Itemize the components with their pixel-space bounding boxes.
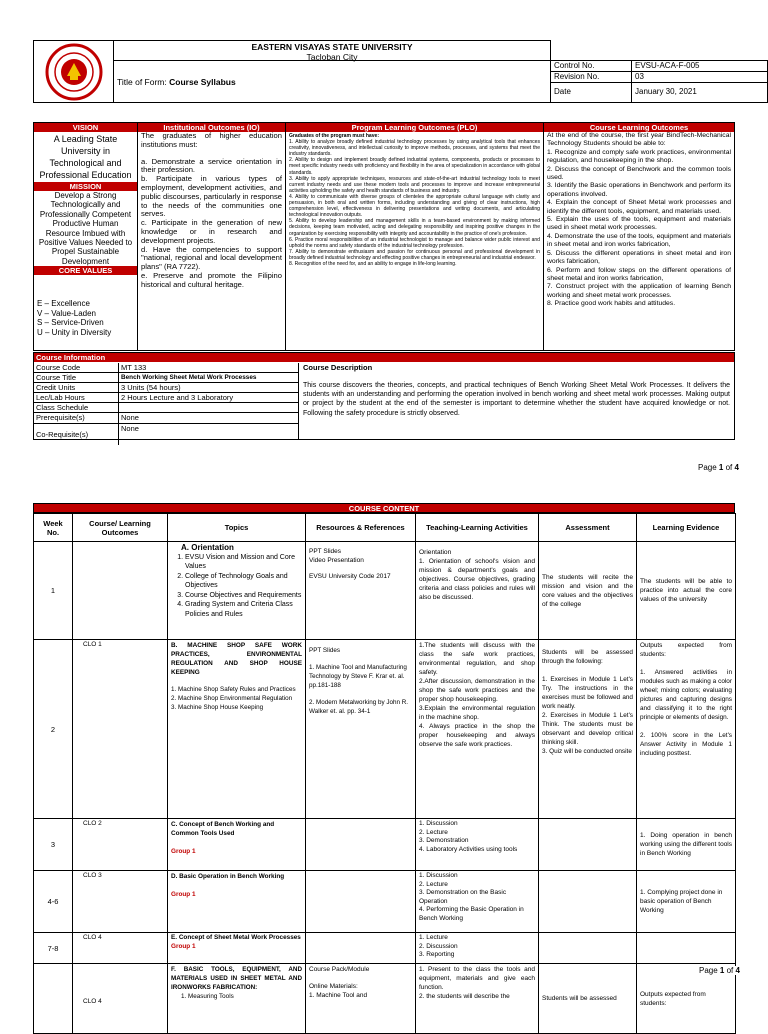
topic-item: 3. Course Objectives and Requirements <box>185 591 302 601</box>
topic-item: 1. Measuring Tools <box>181 993 234 1000</box>
topics-cell <box>168 933 306 964</box>
col-header-evidence: Learning Evidence <box>637 514 736 542</box>
core-value-item: S – Service-Driven <box>37 318 104 328</box>
course-info-row <box>34 413 298 424</box>
clo-cell <box>73 542 168 640</box>
resource-item: PPT Slides <box>309 647 341 654</box>
topic-item: 2. Machine Shop Environmental Regulation <box>171 695 293 702</box>
course-info-value: 3 Units (54 hours) <box>121 383 181 392</box>
course-information-section <box>33 352 735 440</box>
resources-cell <box>306 542 416 640</box>
date-label: Date <box>550 82 632 103</box>
evidence-cell: 1. Complying project done in basic operation of Bench Working <box>637 871 736 933</box>
resource-item: Video Presentation <box>309 556 364 564</box>
week-cell: 1 <box>34 542 73 640</box>
evidence-cell: 1. Doing operation in bench working using the different tools in Bench Working <box>637 819 736 871</box>
clo-item: 2. Discuss the concept of Benchwork and the common tools used. <box>547 165 731 182</box>
header-main-cell <box>113 40 551 103</box>
plo-item: 4. Ability to communicate with diverse groups of clienteles the appropriate cultural language with clarity and persuasion, in both oral and written forms, including understanding and giving of clear instructions, high comprehension level, effectiveness in delivering presentations and writing documents, and articulating technological innovation outputs. <box>289 193 540 219</box>
clo-item: 4. Demonstrate the use of the tools, equipment and materials in sheet metal and iron works fabrication, <box>547 232 731 249</box>
assessment-cell <box>539 933 637 964</box>
plo-item: 1. Ability to analyze broadly defined industrial technology processes by using analytical tools that enhances creativity, innovativeness, and intellectual curiosity to improve methods, processes, and systems that meet the industry standards. <box>289 139 540 158</box>
plo-item: 2. Ability to design and implement broadly defined industrial systems, components, products or processes to meet specific industry needs with proficiency and flexibility in the area of specialization in accordance with global standards. <box>289 157 540 176</box>
core-value-item: U – Unity in Diversity <box>37 327 112 337</box>
clo-item: 5. Explain the uses of the tools, equipment and materials used in sheet metal work processes. <box>547 216 731 232</box>
resources-cell <box>306 933 416 964</box>
evidence-cell: Outputs expected from students: <box>637 964 736 1034</box>
form-title <box>117 77 236 87</box>
assessment-cell: Students will be assessed <box>539 964 637 1034</box>
university-seal-logo <box>45 43 103 101</box>
course-info-label: Class Schedule <box>34 403 119 412</box>
clo-item: 8. Practice good work habits and attitudes. <box>547 300 676 308</box>
clo-item: 4. Explain the concept of Sheet Metal work processes and identify the different tools, equipment, and materials used. <box>547 199 731 215</box>
plo-item: 7. Ability to demonstrate enthusiasm and passion for continuous personal and professional development in broadly defined industrial technology and effecting positive changes in entrepreneurial and industrial endeavor. <box>289 248 540 261</box>
col-header-activities: Teaching-Learning Activities <box>416 514 539 542</box>
course-info-value: None <box>121 413 139 422</box>
topic-title: B. MACHINE SHOP SAFE WORK PRACTICES, ENVIRONMENTAL REGULATION AND SHOP HOUSE KEEPING <box>171 642 302 676</box>
resource-item: 2. Modern Metalworking by John R. Walker et. al. pp. 34-1 <box>309 699 409 715</box>
course-info-label: Course Title <box>34 373 119 382</box>
resource-item <box>309 655 412 663</box>
evidence-cell <box>637 933 736 964</box>
assessment-cell: Students will be assessed through the following: 1. Exercises in Module 1 Let's Try. The instructions in the exercises must be followed and work neatly. 2. Exercises in Module 1 Let's Think. The students must be observant and develop critical thinking skill. 3. Quiz will be conducted onsite <box>539 640 637 819</box>
topics-cell <box>168 964 306 1034</box>
clo-cell: CLO 1 <box>73 640 168 819</box>
topic-title: A. Orientation <box>181 543 234 552</box>
institutional-outcomes-column <box>138 123 286 350</box>
topic-list <box>171 553 302 620</box>
clo-item: 5. Discuss the different operations in sheet metal and iron works fabrication, <box>547 249 731 266</box>
plo-item: 8. Recognition of the need for, and an ability to engage in life-long learning. <box>289 260 457 267</box>
course-info-value: MT 133 <box>121 363 147 372</box>
topics-cell <box>168 819 306 871</box>
assessment-cell <box>539 871 637 933</box>
activities-cell: 1.The students will discuss with the class the safe work practices, environmental regulation, and shop safety. 2.After discussion, demonstration in the shop the safe work practices and the proper shop housekeeping. 3.Explain the environmental regulation in the machine shop. 4. Always practice in the shop the proper housekeeping and always observe the safe work practices. <box>416 640 539 819</box>
course-content-table <box>33 513 736 1034</box>
topic-item: 4. Grading System and Criteria Class Policies and Rules <box>185 600 302 619</box>
clo-intro: At the end of the course, the first year BindTech-Mechanical Technology Students should be able to: <box>547 132 731 148</box>
content-header-row <box>34 514 736 542</box>
col-header-assessment: Assessment <box>539 514 637 542</box>
io-body <box>138 132 285 290</box>
table-row <box>34 964 736 1034</box>
course-info-row <box>34 363 298 373</box>
university-city: Tacloban City <box>306 52 358 62</box>
table-row <box>34 933 736 964</box>
date-value: January 30, 2021 <box>631 82 768 103</box>
resources-cell <box>306 640 416 819</box>
course-info-row <box>34 403 298 413</box>
clo-item: 7. Construct project with the application of learning Bench working and sheet metal work processes. <box>547 283 731 299</box>
page-number-1: Page 1 of 4 <box>698 463 739 472</box>
course-content-heading: COURSE CONTENT <box>33 503 735 513</box>
course-info-label: Course Code <box>34 363 119 372</box>
plo-item: 5. Ability to develop leadership and management skills in a team-based environment by making informed decisions, keeping team motivated, acting and delegating responsibility and inspiring positive changes in the organization by exercising responsibility with integrity and accountability in the practice of one's profession. <box>289 218 540 237</box>
group-label: Group 1 <box>171 942 196 950</box>
col-header-resources: Resources & References <box>306 514 416 542</box>
course-info-table <box>34 363 298 445</box>
core-values-list <box>34 275 137 337</box>
group-label: Group 1 <box>171 891 196 898</box>
header-divider-line <box>113 60 551 61</box>
week-cell: 4-6 <box>34 871 73 933</box>
core-value-item: V – Value-Laden <box>37 308 97 318</box>
week-cell: 2 <box>34 640 73 819</box>
week-cell: 3 <box>34 819 73 871</box>
form-title-value: Course Syllabus <box>169 77 236 87</box>
core-values-heading: CORE VALUES <box>34 266 137 275</box>
mission-text: Develop a Strong Technologically and Professionally Competent Productive Human Resource Imbued with Positive Values Needed to Propel Sustainable Development <box>38 191 133 266</box>
topic-item: 3. Machine Shop House Keeping <box>171 704 264 711</box>
activities-cell: 1. Lecture 2. Discussion 3. Reporting <box>416 933 539 964</box>
io-item: d. Have the competencies to support "national, regional and local development plans" (RA 7722). <box>141 244 282 272</box>
course-info-label: Credit Units <box>34 383 119 392</box>
resource-item: PPT Slides <box>309 548 342 555</box>
course-info-row <box>34 383 298 393</box>
io-heading: Institutional Outcomes (IO) <box>138 123 285 132</box>
table-row <box>34 542 736 640</box>
table-row <box>34 871 736 933</box>
university-name: EASTERN VISAYAS STATE UNIVERSITY <box>251 42 413 52</box>
topic-title: E. Concept of Sheet Metal Work Processes <box>171 934 301 941</box>
clo-cell: CLO 4 <box>73 933 168 964</box>
resource-item: Online Materials: <box>309 983 358 990</box>
outcomes-section <box>33 122 735 351</box>
assessment-cell: The students will recite the mission and vision and the core values and the objectives of the college <box>539 542 637 640</box>
clo-cell: CLO 3 <box>73 871 168 933</box>
topic-title: F. BASIC TOOLS, EQUIPMENT, AND MATERIALS USED IN SHEET METAL AND IRONWORKS FABRICATION: <box>171 966 302 991</box>
topic-item: 1. Machine Shop Safety Rules and Practices <box>171 686 296 693</box>
evidence-cell: The students will be able to practice into actual the core values of the university <box>637 542 736 640</box>
resource-item <box>309 690 412 698</box>
table-row <box>34 640 736 819</box>
logo-cell <box>33 40 114 103</box>
course-info-row <box>34 373 298 383</box>
core-value-item: E – Excellence <box>37 299 90 309</box>
course-description-heading: Course Description <box>303 363 373 372</box>
resource-item: EVSU University Code 2017 <box>309 573 391 580</box>
assessment-cell <box>539 819 637 871</box>
clo-item: 1. Recognize and comply safe work practices, environmental regulation, and housekeeping in the shop. <box>547 148 731 165</box>
control-label: Control No. <box>550 60 632 72</box>
course-info-row <box>34 393 298 403</box>
plo-intro: Graduates of the program must have: <box>289 133 380 139</box>
io-item: e. Preserve and promote the Filipino historical and cultural heritage. <box>141 270 282 289</box>
course-info-value: 2 Hours Lecture and 3 Laboratory <box>121 393 234 402</box>
revision-value: 03 <box>631 71 768 83</box>
activities-cell: 1. Discussion 2. Lecture 3. Demonstration on the Basic Operation 4. Performing the Basic Operation in Bench Working <box>416 871 539 933</box>
clo-cell: CLO 4 <box>73 964 168 1034</box>
form-title-prefix: Title of Form: <box>117 77 170 87</box>
group-label: Group 1 <box>171 848 196 855</box>
mission-heading: MISSION <box>34 182 137 191</box>
plo-heading: Program Learning Outcomes (PLO) <box>286 123 543 132</box>
course-info-value: None <box>121 424 139 433</box>
plo-item: 6. Practice moral responsibilities of an industrial technologist to manage and balance wider public interest and uphold the norms and safety standards of the industrial technology profession. <box>289 236 540 249</box>
activities-cell: Orientation 1. Orientation of school's vision and mission & department's goals and objectives. Course objectives, grading criteria and class policies and rules will also be discussed. <box>416 542 539 640</box>
resources-cell <box>306 871 416 933</box>
program-outcomes-column <box>286 123 544 350</box>
course-description <box>298 363 734 439</box>
course-info-label: Prerequisite(s) <box>34 413 119 423</box>
revision-label: Revision No. <box>550 71 632 83</box>
topic-title: C. Concept of Bench Working and Common Tools Used <box>171 821 275 837</box>
activities-cell: 1. Present to the class the tools and equipment, materials and give each function. 2. the students will describe the <box>416 964 539 1034</box>
resources-cell <box>306 964 416 1034</box>
evidence-cell: Outputs expected from students: 1. Answered activities in modules such as making a color wheel; mixing colors; evaluating pictures and capturing designs and classifying it to the right principle or elements of design. 2. 100% score in the Let's Answer Activity in Module 1 including posttest. <box>637 640 736 819</box>
io-item: c. Participate in the generation of new knowledge or in research and development projects. <box>141 218 282 245</box>
clo-item: 6. Perform and follow steps on the different operations of sheet metal and iron works fabrication, <box>547 266 731 282</box>
resource-item <box>309 974 412 982</box>
io-intro: The graduates of higher education institutions must: <box>141 131 282 149</box>
topic-title: D. Basic Operation in Bench Working <box>171 873 285 880</box>
table-row <box>34 819 736 871</box>
plo-body <box>286 132 543 268</box>
course-info-label: Lec/Lab Hours <box>34 393 119 402</box>
vision-heading: VISION <box>34 123 137 132</box>
col-header-outcomes: Course/ Learning Outcomes <box>73 514 168 542</box>
resource-item <box>309 565 412 573</box>
topic-item: 1. EVSU Vision and Mission and Core Values <box>185 553 302 572</box>
course-outcomes-column <box>544 123 734 350</box>
topics-cell <box>168 542 306 640</box>
form-header <box>33 40 768 103</box>
clo-body <box>544 132 734 309</box>
resource-item: 1. Machine Tool and Manufacturing Technology by Steve F. Krar et. al. pp.181-188 <box>309 664 407 689</box>
course-info-value: Bench Working Sheet Metal Work Processes <box>121 374 257 381</box>
course-info-label: Co-Requisite(s) <box>34 424 119 445</box>
clo-cell: CLO 2 <box>73 819 168 871</box>
topics-cell <box>168 640 306 819</box>
plo-item: 3. Ability to apply appropriate techniques, resources and state-of-the-art industrial technology tools to meet current industry needs and use these modern tools and processes to improve and increase entrepreneurial activities upholding the safety and health standards of business and industry. <box>289 175 540 194</box>
course-description-text: This course discovers the theories, concepts, and practical techniques of Bench Working Sheet Metal Work Processes. It delivers the students with an understanding and performing the operation involved in bench working and sheet metal work processes. Making output or project by the student at the end of the semester is important to determine whether the student have acquired knowledge or not. Following the safety procedure is strictly observed. <box>303 382 730 417</box>
col-header-week: Week No. <box>34 514 73 542</box>
resource-item: Course Pack/Module <box>309 966 370 973</box>
topics-cell <box>168 871 306 933</box>
clo-item: 3. Identify the Basic operations in Benchwork and perform its operations involved. <box>547 182 731 198</box>
vision-column <box>34 123 138 350</box>
topic-item: 2. College of Technology Goals and Objectives <box>185 572 302 591</box>
col-header-topics: Topics <box>168 514 306 542</box>
clo-heading: Course Learning Outcomes <box>544 123 734 132</box>
io-item: b. Participate in various types of employment, development activities, and public discourses, particularly in response to the needs of the communities one serves. <box>141 174 282 219</box>
course-info-heading: Course Information <box>34 353 734 362</box>
course-info-value <box>119 403 121 412</box>
activities-cell: 1. Discussion 2. Lecture 3. Demonstration 4. Laboratory Activities using tools <box>416 819 539 871</box>
page-number-2: Page 1 of 4 <box>699 966 740 975</box>
week-cell <box>34 964 73 1034</box>
vision-text: A Leading State University in Technological and Professional Education <box>39 134 132 180</box>
control-value: EVSU-ACA-F-005 <box>631 60 768 72</box>
week-cell: 7-8 <box>34 933 73 964</box>
resources-cell <box>306 819 416 871</box>
resource-item: 1. Machine Tool and <box>309 992 368 999</box>
io-item: a. Demonstrate a service orientation in their profession. <box>141 156 282 175</box>
course-info-row <box>34 424 298 445</box>
